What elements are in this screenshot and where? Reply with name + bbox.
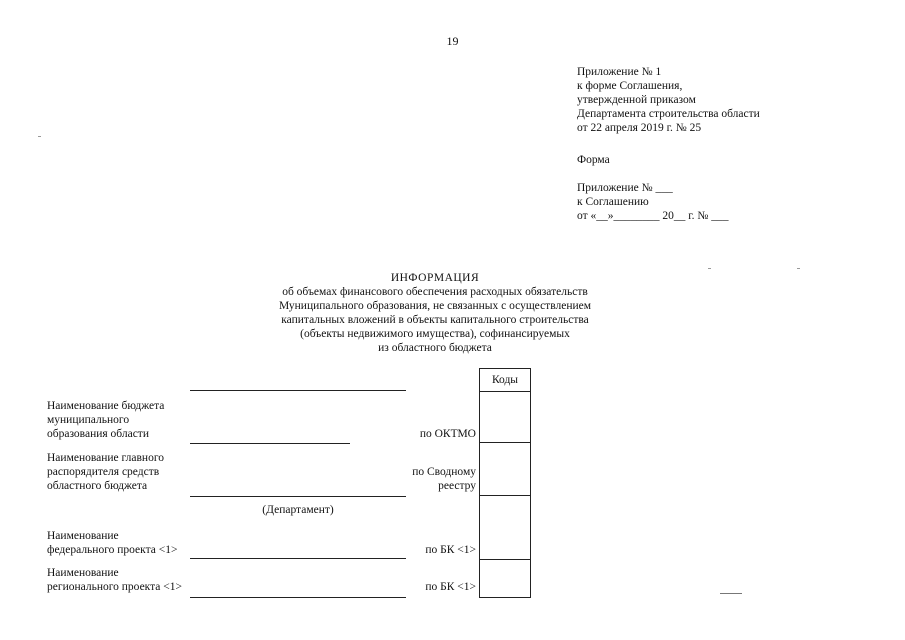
annex-number: Приложение № ___ [577, 182, 673, 194]
codes-header: Коды [491, 374, 519, 386]
code-cell-divider [480, 391, 530, 392]
distributor-label [47, 451, 187, 493]
code-cell-divider [480, 442, 530, 443]
regional-bk-line: по БК <1> [425, 581, 476, 593]
federal-bk-label [366, 543, 476, 557]
budget-label [47, 399, 187, 441]
oktmo-label-line: по ОКТМО [419, 428, 476, 440]
form-label: Форма [577, 154, 610, 166]
federal-label-line: Наименование [47, 530, 119, 542]
approval-line: утвержденной приказом [577, 94, 696, 106]
regional-bk-label [366, 580, 476, 594]
registry-label-line: реестру [438, 480, 476, 492]
distributor-label-line: Наименование главного [47, 452, 165, 464]
budget-label-line: образования области [47, 428, 149, 440]
page-number: 19 [446, 34, 459, 48]
annex-agreement: к Соглашению [577, 196, 649, 208]
title-line: об объемах финансового обеспечения расходных обязательств [282, 286, 588, 298]
title-main: ИНФОРМАЦИЯ [390, 272, 480, 284]
regional-label-line: регионального проекта <1> [47, 581, 182, 593]
approval-line: Приложение № 1 [577, 66, 662, 78]
department-caption: (Департамент) [262, 504, 334, 516]
oktmo-label [366, 427, 476, 441]
registry-label-line: по Сводному [412, 466, 476, 478]
registry-label [366, 465, 476, 493]
distributor-label-line: областного бюджета [47, 480, 148, 492]
scan-speck [708, 268, 711, 269]
top-fill-line [190, 390, 406, 391]
distributor-fill-line [190, 496, 406, 497]
budget-label-line: Наименование бюджета [47, 400, 165, 412]
budget-fill-line [190, 443, 350, 444]
annex-date: от «__»________ 20__ г. № ___ [577, 210, 729, 222]
regional-project-label [47, 566, 197, 594]
approval-block [577, 65, 760, 135]
approval-line: Департамента строительства области [577, 108, 760, 120]
title-line: (объекты недвижимого имущества), софинансируемых [300, 328, 570, 340]
federal-label-line: федерального проекта <1> [47, 544, 178, 556]
title-line: Муниципального образования, не связанных с осуществлением [278, 300, 592, 312]
regional-label-line: Наименование [47, 567, 119, 579]
annex-block [577, 181, 729, 223]
distributor-label-line: распорядителя средств [47, 466, 160, 478]
scan-speck [797, 268, 800, 269]
federal-bk-line: по БК <1> [425, 544, 476, 556]
title-line: из областного бюджета [378, 342, 492, 354]
budget-label-line: муниципального [47, 414, 130, 426]
scan-mark [720, 593, 742, 594]
code-cell-divider [480, 495, 530, 496]
codes-column [479, 368, 531, 598]
approval-line: от 22 апреля 2019 г. № 25 [577, 122, 702, 134]
federal-project-label [47, 529, 197, 557]
federal-fill-line [190, 558, 406, 559]
code-cell-divider [480, 559, 530, 560]
scan-speck [38, 136, 41, 137]
regional-fill-line [190, 597, 406, 598]
document-title [220, 271, 650, 355]
approval-line: к форме Соглашения, [577, 80, 683, 92]
title-line: капитальных вложений в объекты капитального строительства [281, 314, 589, 326]
